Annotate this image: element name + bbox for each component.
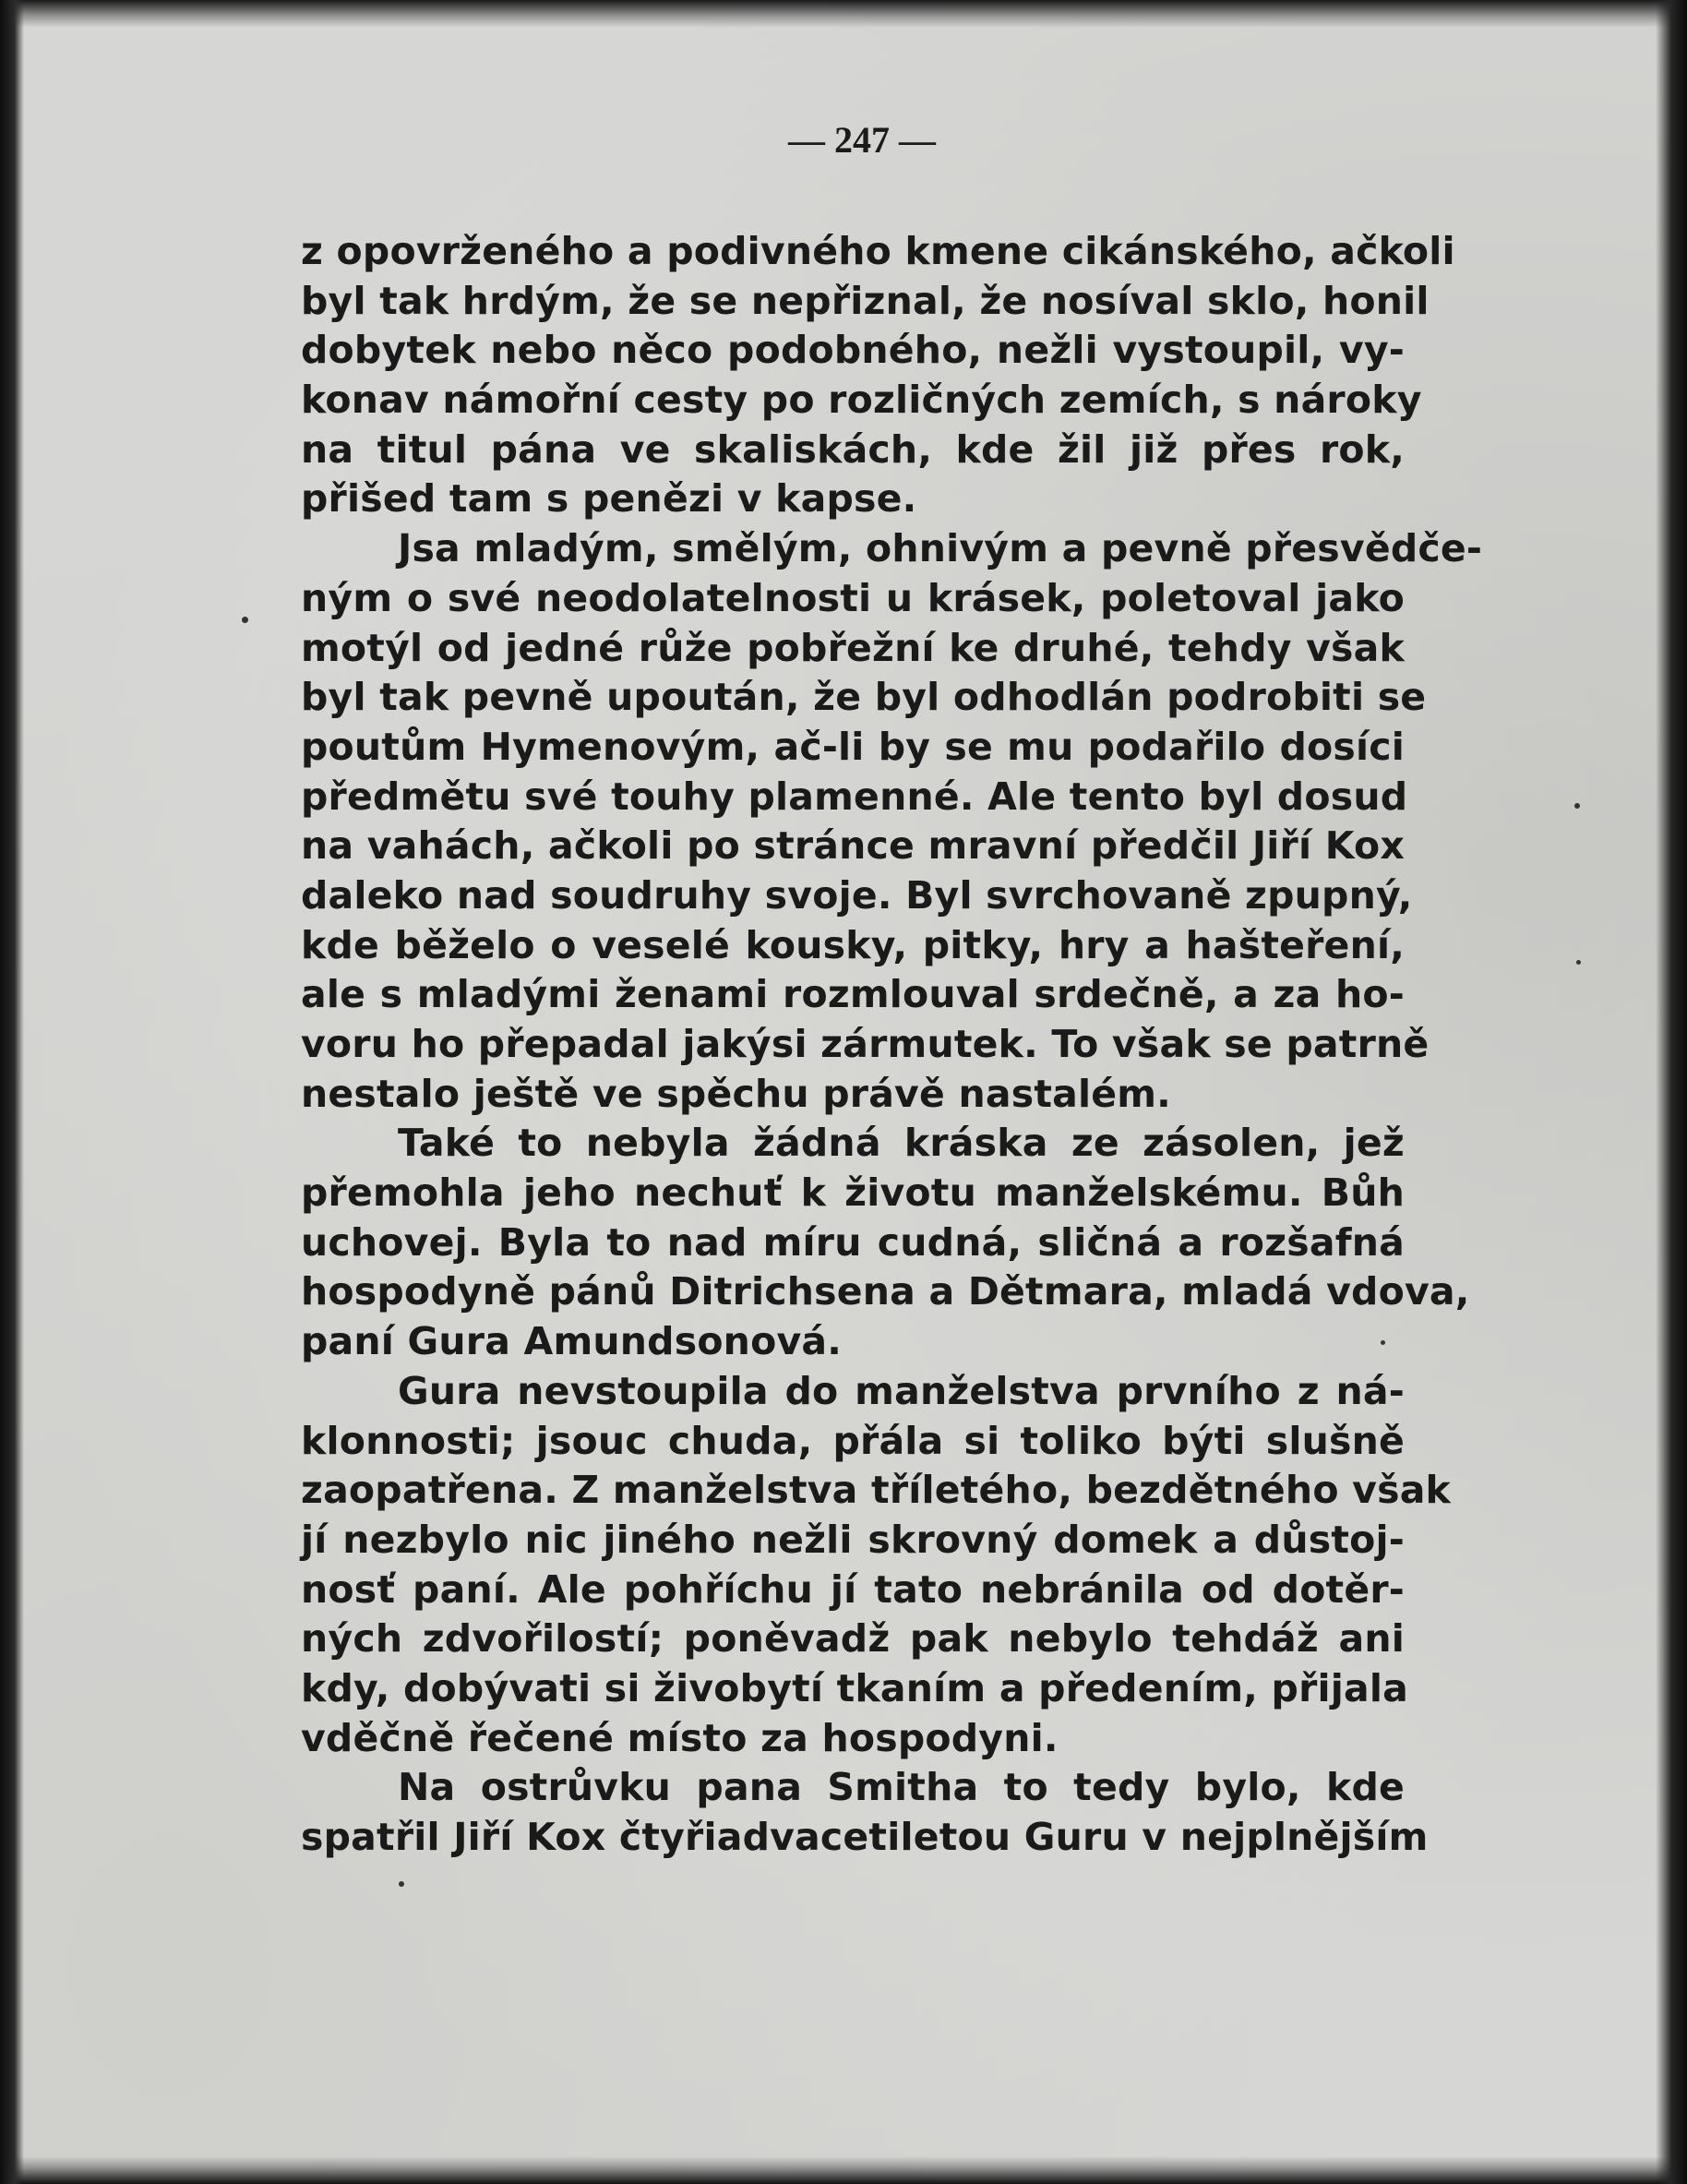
scan-speck bbox=[1576, 960, 1581, 965]
text-line: voru ho přepadal jakýsi zármutek. To však se patrně bbox=[301, 1022, 1430, 1066]
paragraph bbox=[301, 227, 1455, 524]
paragraph bbox=[301, 1763, 1429, 1862]
text-line: z opovrženého a podivného kmene cikánského, ačkoli bbox=[301, 229, 1455, 273]
text-line: ným o své neodolatelnosti u krásek, poletoval jako bbox=[301, 575, 1405, 620]
text-line: přišed tam s penězi v kapse. bbox=[301, 476, 917, 522]
text-line: spatřil Jiří Kox čtyřiadvacetiletou Guru v nejplnějším bbox=[301, 1815, 1429, 1859]
text-line: jí nezbylo nic jiného nežli skrovný domek a důstoj- bbox=[301, 1517, 1405, 1562]
text-line: paní Gura Amundsonová. bbox=[301, 1319, 843, 1364]
text-line: Gura nevstoupila do manželstva prvního z ná- bbox=[398, 1368, 1405, 1413]
text-line: Jsa mladým, smělým, ohnivým a pevně přesvědče- bbox=[398, 526, 1483, 571]
text-line: hospodyně pánů Ditrichsena a Dětmara, mladá vdova, bbox=[301, 1269, 1470, 1314]
text-line: motýl od jedné růže pobřežní ke druhé, tehdy však bbox=[301, 625, 1405, 670]
text-line: na vahách, ačkoli po stránce mravní předčil Jiří Kox bbox=[301, 823, 1405, 869]
text-line: byl tak hrdým, že se nepřiznal, že nosíval sklo, honil bbox=[301, 278, 1430, 323]
scan-speck bbox=[399, 1881, 404, 1887]
text-line: daleko nad soudruhy svoje. Byl svrchovaně zpupný, bbox=[301, 872, 1413, 918]
scan-border-top bbox=[0, 0, 1687, 28]
text-line: Na ostrůvku pana Smitha to tedy bylo, kde bbox=[398, 1765, 1405, 1810]
text-line: vděčně řečené místo za hospodyni. bbox=[301, 1715, 1059, 1760]
scan-speck bbox=[1574, 803, 1580, 809]
scan-border-left bbox=[0, 0, 24, 2184]
text-line: nosť paní. Ale pohříchu jí tato nebránila od dotěr- bbox=[301, 1566, 1405, 1612]
scan-border-right bbox=[1656, 0, 1687, 2184]
scan-speck bbox=[242, 617, 248, 623]
text-line: klonnosti; jsouc chuda, přála si toliko býti slušně bbox=[301, 1418, 1405, 1463]
text-line: na titul pána ve skaliskách, kde žil již přes rok, bbox=[301, 426, 1405, 472]
text-line: byl tak pevně upoután, že byl odhodlán podrobiti se bbox=[301, 675, 1427, 720]
paragraph bbox=[301, 1367, 1452, 1764]
body-text bbox=[301, 227, 1483, 1863]
text-line: ale s mladými ženami rozmlouval srdečně, a za ho- bbox=[301, 972, 1405, 1017]
text-line: dobytek nebo něco podobného, nežli vystoupil, vy- bbox=[301, 328, 1405, 373]
scan-border-bottom bbox=[0, 2156, 1687, 2184]
text-line: nestalo ještě ve spěchu právě nastalém. bbox=[301, 1071, 1171, 1116]
text-line: předmětu své touhy plamenné. Ale tento byl dosud bbox=[301, 774, 1408, 819]
text-line: kdy, dobývati si živobytí tkaním a předením, přijala bbox=[301, 1665, 1408, 1710]
text-line: Také to nebyla žádná kráska ze zásolen, jež bbox=[398, 1121, 1405, 1166]
text-line: ných zdvořilostí; poněvadž pak nebylo tehdáž ani bbox=[301, 1616, 1405, 1662]
page-number: — 247 — bbox=[788, 119, 936, 161]
paragraph bbox=[301, 524, 1483, 1119]
paragraph bbox=[301, 1119, 1470, 1366]
text-line: poutům Hymenovým, ač-li by se mu podařilo dosíci bbox=[301, 724, 1405, 769]
text-line: uchovej. Byla to nad míru cudná, sličná a rozšafná bbox=[301, 1219, 1405, 1265]
text-line: přemohla jeho nechuť k životu manželskému. Bůh bbox=[301, 1170, 1405, 1216]
text-line: zaopatřena. Z manželstva tříletého, bezdětného však bbox=[301, 1468, 1452, 1513]
text-line: kde běželo o veselé kousky, pitky, hry a hašteření, bbox=[301, 922, 1405, 967]
text-line: konav námořní cesty po rozličných zemích, s nároky bbox=[301, 378, 1422, 423]
